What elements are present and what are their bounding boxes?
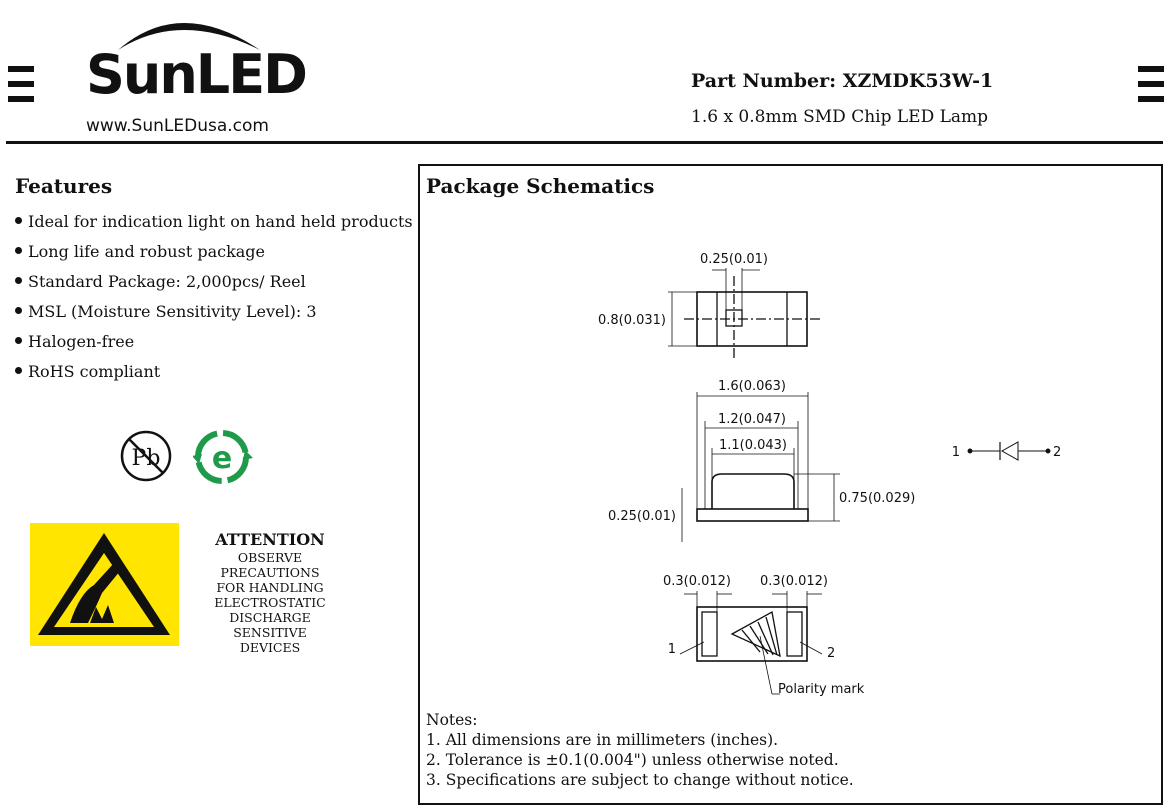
note-item: 1. All dimensions are in millimeters (inches).: [426, 731, 779, 749]
pin-label-right: 2: [827, 646, 836, 661]
dim-width-inner: 1.1(0.043): [718, 438, 788, 453]
list-item: MSL (Moisture Sensitivity Level): 3: [15, 302, 413, 332]
notes-title: Notes:: [426, 711, 478, 729]
svg-text:e: e: [211, 441, 233, 476]
package-schematic-drawing: [420, 166, 1157, 706]
logo: SunLED: [86, 43, 306, 106]
feature-list: [15, 212, 413, 392]
pin-label-left: 1: [667, 642, 676, 657]
bullet-icon: [15, 217, 22, 224]
attention-title: ATTENTION: [215, 530, 325, 549]
svg-text:Pb: Pb: [131, 446, 161, 471]
bullet-icon: [15, 337, 22, 344]
attention-text: OBSERVE PRECAUTIONS FOR HANDLING ELECTROSTATIC DISCHARGE SENSITIVE DEVICES: [214, 550, 326, 655]
notes: [426, 710, 854, 790]
pb-free-icon: [118, 428, 174, 484]
dim-pad-right: 0.3(0.012): [759, 574, 829, 589]
diode-pin1-label: 1: [951, 445, 960, 460]
header-divider: [6, 141, 1163, 144]
dim-pad-left: 0.3(0.012): [662, 574, 732, 589]
list-item: Halogen-free: [15, 332, 413, 362]
menu-bars-left-icon: [8, 66, 34, 111]
package-title: Package Schematics: [426, 174, 655, 198]
menu-bars-right-icon: [1138, 66, 1164, 111]
dim-top-pad: 0.25(0.01): [699, 252, 769, 267]
polarity-label: Polarity mark: [778, 682, 865, 697]
note-item: 2. Tolerance is ±0.1(0.004") unless otherwise noted.: [426, 751, 839, 769]
dim-height: 0.8(0.031): [597, 313, 666, 328]
esd-warning-icon: [30, 523, 179, 646]
list-item: Standard Package: 2,000pcs/ Reel: [15, 272, 413, 302]
bullet-icon: [15, 277, 22, 284]
dim-length: 1.6(0.063): [717, 379, 787, 394]
bullet-icon: [15, 247, 22, 254]
part-description: 1.6 x 0.8mm SMD Chip LED Lamp: [691, 107, 989, 127]
note-item: 3. Specifications are subject to change without notice.: [426, 771, 854, 789]
bullet-icon: [15, 367, 22, 374]
part-number: Part Number: XZMDK53W-1: [691, 70, 994, 92]
list-item: Ideal for indication light on hand held products: [15, 212, 413, 242]
dim-side-height: 0.75(0.029): [839, 491, 916, 506]
dim-base: 0.25(0.01): [607, 509, 676, 524]
dim-width-mid: 1.2(0.047): [717, 412, 787, 427]
bullet-icon: [15, 307, 22, 314]
diode-pin2-label: 2: [1053, 445, 1062, 460]
features-title: Features: [15, 174, 113, 198]
list-item: RoHS compliant: [15, 362, 413, 392]
list-item: Long life and robust package: [15, 242, 413, 272]
logo-url[interactable]: www.SunLEDusa.com: [86, 116, 269, 136]
eco-e-icon: [193, 428, 255, 486]
